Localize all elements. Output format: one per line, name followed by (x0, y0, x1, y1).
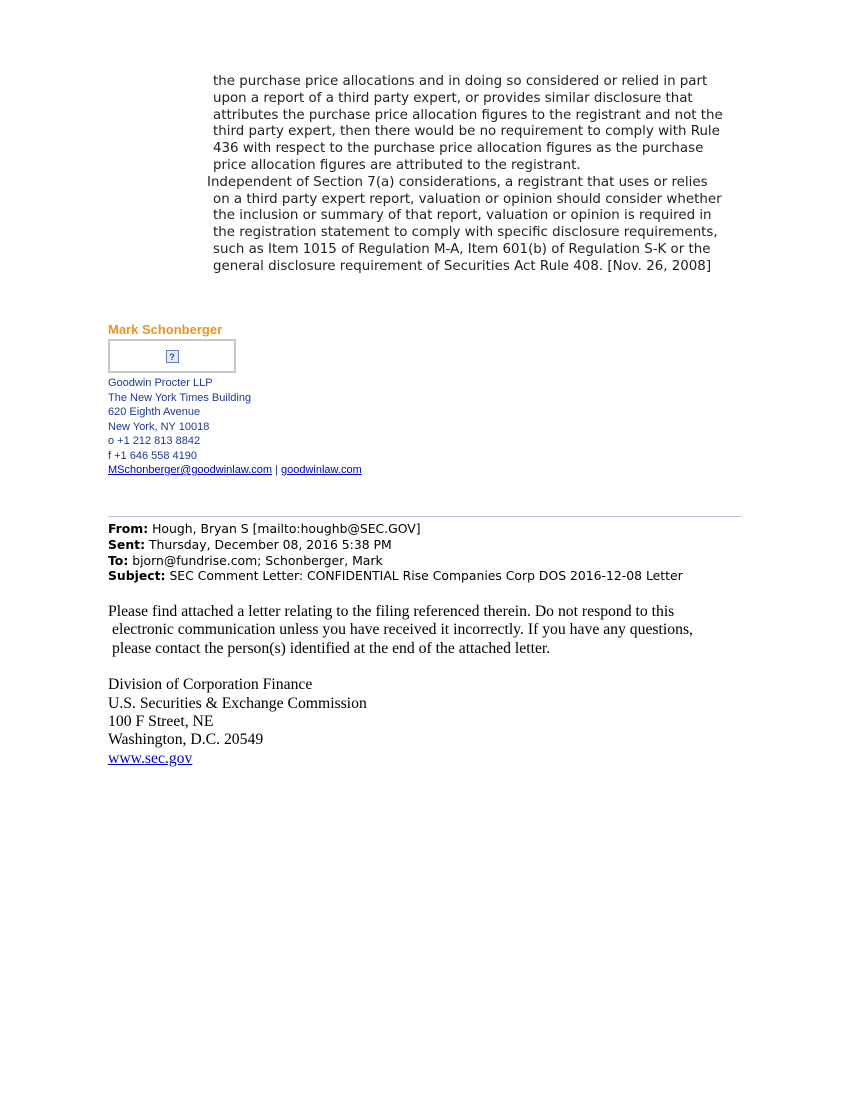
quote-line: third party expert, then there would be no requirement to comply with Rule (213, 124, 720, 140)
message-line: please contact the person(s) identified at the end of the attached letter. (112, 639, 551, 657)
signature-name: Mark Schonberger (108, 322, 223, 337)
signature-links (108, 463, 362, 478)
sec-commission: U.S. Securities & Exchange Commission (108, 694, 367, 712)
broken-image-icon: ? (166, 350, 179, 363)
to-label: To: (108, 552, 129, 568)
quote-line: attributes the purchase price allocation figures to the registrant and not the (213, 107, 723, 123)
signature-office-phone: o +1 212 813 8842 (108, 435, 201, 447)
sent-label: Sent: (108, 536, 146, 552)
quote-line: Independent of Section 7(a) considerations, a registrant that uses or relies (207, 174, 708, 190)
quote-line: on a third party expert report, valuation or opinion should consider whether (213, 191, 722, 207)
quote-line: 436 with respect to the purchase price allocation figures as the purchase (213, 141, 704, 157)
from-row (108, 521, 683, 537)
quote-line: price allocation figures are attributed to the registrant. (213, 157, 581, 173)
sent-row (108, 537, 683, 553)
email-message (108, 603, 758, 658)
sec-website-link[interactable]: www.sec.gov (108, 749, 193, 767)
sec-street: 100 F Street, NE (108, 713, 214, 731)
quote-line: the inclusion or summary of that report, valuation or opinion is required in (213, 208, 712, 224)
signature-logo-placeholder (108, 339, 236, 373)
quoted-paragraph-2 (207, 175, 747, 276)
subject-row (108, 568, 683, 584)
link-separator: | (272, 464, 282, 476)
header-divider (108, 516, 742, 517)
email-header-block (108, 521, 683, 584)
signature-website-link[interactable]: goodwinlaw.com (281, 464, 362, 476)
quote-line: the purchase price allocations and in doing so considered or relied in part (213, 74, 708, 89)
from-value: Hough, Bryan S [mailto:houghb@SEC.GOV] (148, 521, 421, 536)
quote-line: upon a report of a third party expert, or provides similar disclosure that (213, 90, 693, 106)
quote-line: the registration statement to comply with specific disclosure requirements, (213, 225, 718, 241)
signature-email-link[interactable]: MSchonberger@goodwinlaw.com (108, 464, 273, 476)
quote-line: general disclosure requirement of Securities Act Rule 408. [Nov. 26, 2008] (213, 258, 712, 274)
quote-line: such as Item 1015 of Regulation M-A, Item 601(b) of Regulation S-K or the (213, 241, 711, 257)
subject-label: Subject: (108, 568, 166, 584)
quoted-paragraph-1 (207, 74, 747, 175)
to-value: bjorn@fundrise.com; Schonberger, Mark (128, 552, 383, 568)
subject-value: SEC Comment Letter: CONFIDENTIAL Rise Companies Corp DOS 2016-12-08 Letter (165, 568, 683, 584)
signature-firm: Goodwin Procter LLP (108, 377, 213, 389)
message-line: electronic communication unless you have received it incorrectly. If you have any questions, (112, 621, 693, 639)
signature-city: New York, NY 10018 (108, 420, 210, 433)
sec-address (108, 676, 758, 768)
message-line: Please find attached a letter relating to the filing referenced therein. Do not respond to this (108, 603, 675, 620)
signature-street: 620 Eighth Avenue (108, 406, 201, 418)
sec-division: Division of Corporation Finance (108, 676, 313, 694)
to-row (108, 553, 683, 569)
quoted-sec-guidance (207, 74, 747, 276)
sent-value: Thursday, December 08, 2016 5:38 PM (145, 536, 392, 552)
from-label: From: (108, 521, 149, 536)
signature-fax: f +1 646 558 4190 (108, 449, 197, 462)
email-body (108, 603, 758, 768)
sec-city: Washington, D.C. 20549 (108, 731, 264, 749)
email-signature (108, 322, 362, 478)
signature-building: The New York Times Building (108, 391, 252, 404)
